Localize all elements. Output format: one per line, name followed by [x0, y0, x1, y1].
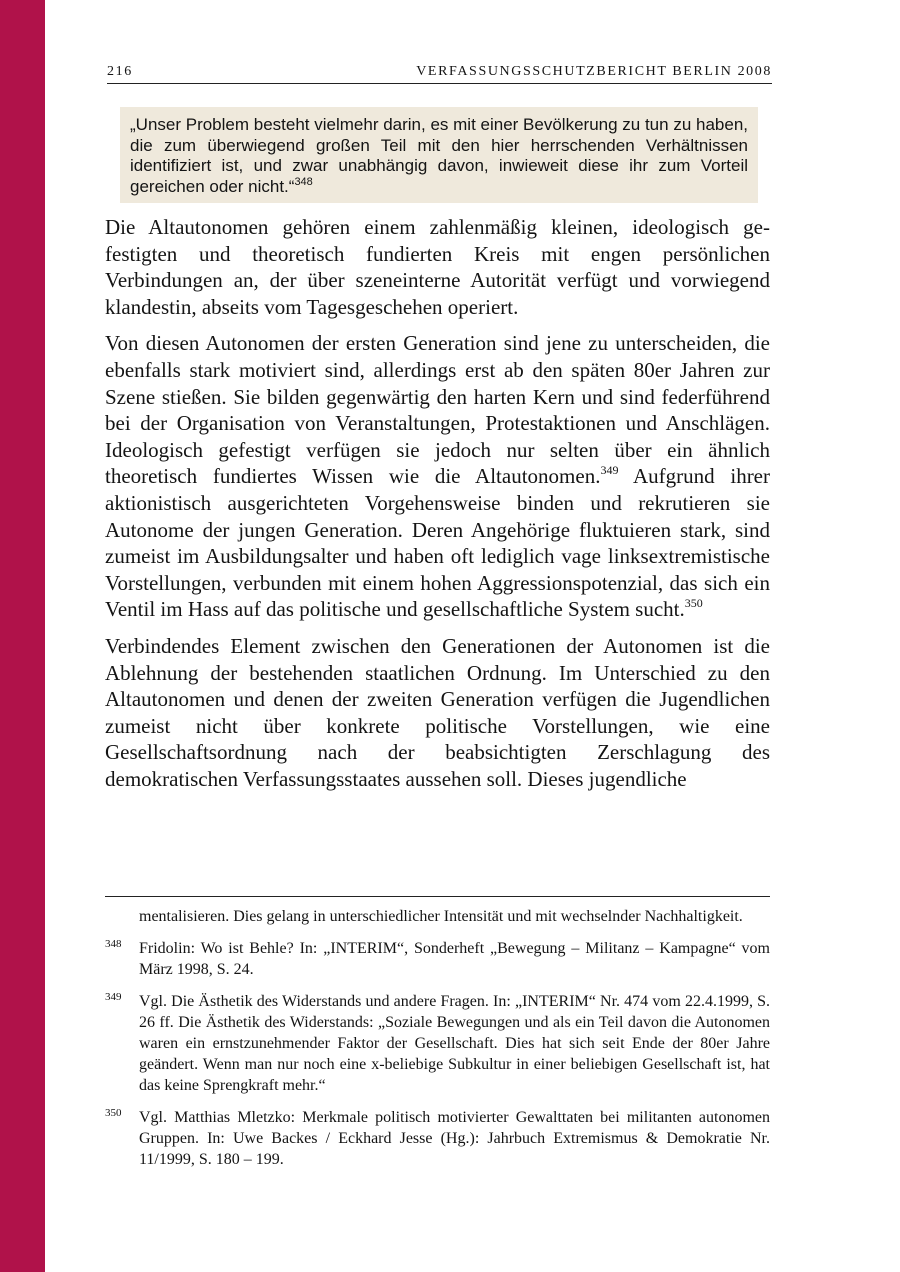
footnote-text: Fridolin: Wo ist Behle? In: „INTERIM“, Sonderheft „Bewegung – Militanz – Kampagne“ vom März 1998, S. 24. [139, 940, 770, 978]
side-band [0, 0, 45, 1272]
paragraph-2-part-a: Von diesen Autonomen der ersten Generation sind jene zu unterscheiden, die ebenfalls stark motiviert sind, allerdings erst ab den späten 80er Jahren zur Szene stießen. Sie bilden gegenwärtig den harten Kern und sind federführend bei der Organisation von Veranstaltungen, Protestaktionen und Anschlägen. Ideologisch gefestigt verfügen sie jedoch nur selten über ein ähnlich theoretisch fundiertes Wissen wie die Altautonomen. [105, 331, 770, 489]
paragraph-2 [105, 330, 770, 623]
footnote-350 [105, 1107, 770, 1170]
body-text [105, 214, 770, 802]
footnote-ref-349[interactable]: 349 [600, 463, 619, 478]
footnotes [105, 906, 770, 1181]
footnote-text: Vgl. Matthias Mletzko: Merkmale politisch motivierter Gewalttaten bei militanten autonomen Gruppen. In: Uwe Backes / Eckhard Jesse (Hg.): Jahrbuch Extremismus & Demokratie Nr. 11/1999, S. 180 – 199. [139, 1109, 770, 1168]
footnote-text: Vgl. Die Ästhetik des Widerstands und andere Fragen. In: „INTERIM“ Nr. 474 vom 22.4.1999, S. 26 ff. Die Ästhetik des Widerstands: „Soziale Bewegungen und als ein Teil davon die Autonomen waren ein ernstzunehmender Faktor der Gesellschaft. Dies hat sich seit Ende der 80er Jahre geändert. Wenn man nur noch eine x-beliebige Subkultur in einer beliebigen Gesellschaft ist, hat das keine Sprengkraft mehr.“ [139, 993, 770, 1094]
paragraph-3: Verbindendes Element zwischen den Generationen der Autonomen ist die Ablehnung der bestehenden staatlichen Ordnung. Im Unterschied zu den Altautonomen und denen der zweiten Generation verfügen die Jugendlichen zumeist nicht über konkrete politische Vorstellungen, wie eine Gesellschaftsordnung nach der beabsichtigten Zerschlagung des demokratischen Verfassungsstaates aussehen soll. Dieses jugendliche [105, 633, 770, 791]
page-header [107, 64, 772, 84]
running-title: VERFASSUNGSSCHUTZBERICHT BERLIN 2008 [416, 64, 772, 79]
footnote-number: 348 [105, 938, 122, 950]
quote-text: „Unser Problem besteht vielmehr darin, es mit einer Bevölkerung zu tun zu haben, die zum überwiegend großen Teil mit den hier herrschenden Verhältnissen identifiziert ist, und zwar unabhängig davon, inwieweit diese ihr zum Vorteil gereichen oder nicht.“ [130, 115, 748, 196]
quote-footnote-ref[interactable]: 348 [294, 175, 313, 188]
footnote-number: 350 [105, 1107, 122, 1119]
footnote-divider [105, 896, 770, 897]
paragraph-1: Die Altautonomen gehören einem zahlenmäßig kleinen, ideologisch gefestigten und theoretisch fundierten Kreis mit engen persönlichen Verbindungen an, der über szeneinterne Autorität verfügt und vorwiegend klandestin, abseits vom Tagesgeschehen operiert. [105, 215, 770, 319]
footnote-continuation: mentalisieren. Dies gelang in unterschiedlicher Intensität und mit wechselnder Nachhaltigkeit. [139, 908, 743, 925]
page-number: 216 [107, 64, 133, 79]
footnote-349 [105, 991, 770, 1096]
footnote-348 [105, 938, 770, 980]
quote-box [120, 107, 758, 203]
footnote-number: 349 [105, 991, 122, 1003]
footnote-ref-350[interactable]: 350 [684, 596, 703, 611]
paragraph-2-part-b: Aufgrund ihrer aktionistisch ausgerichteten Vorgehensweise binden und rekrutieren sie Autonome der jungen Generation. Deren Angehörige fluktuieren stark, sind zumeist im Ausbildungsalter und haben oft lediglich vage linksextremistische Vorstellungen, verbunden mit einem hohen Aggressionspotenzial, das sich ein Ventil im Hass auf das politische und gesellschaftliche System sucht. [105, 464, 770, 622]
